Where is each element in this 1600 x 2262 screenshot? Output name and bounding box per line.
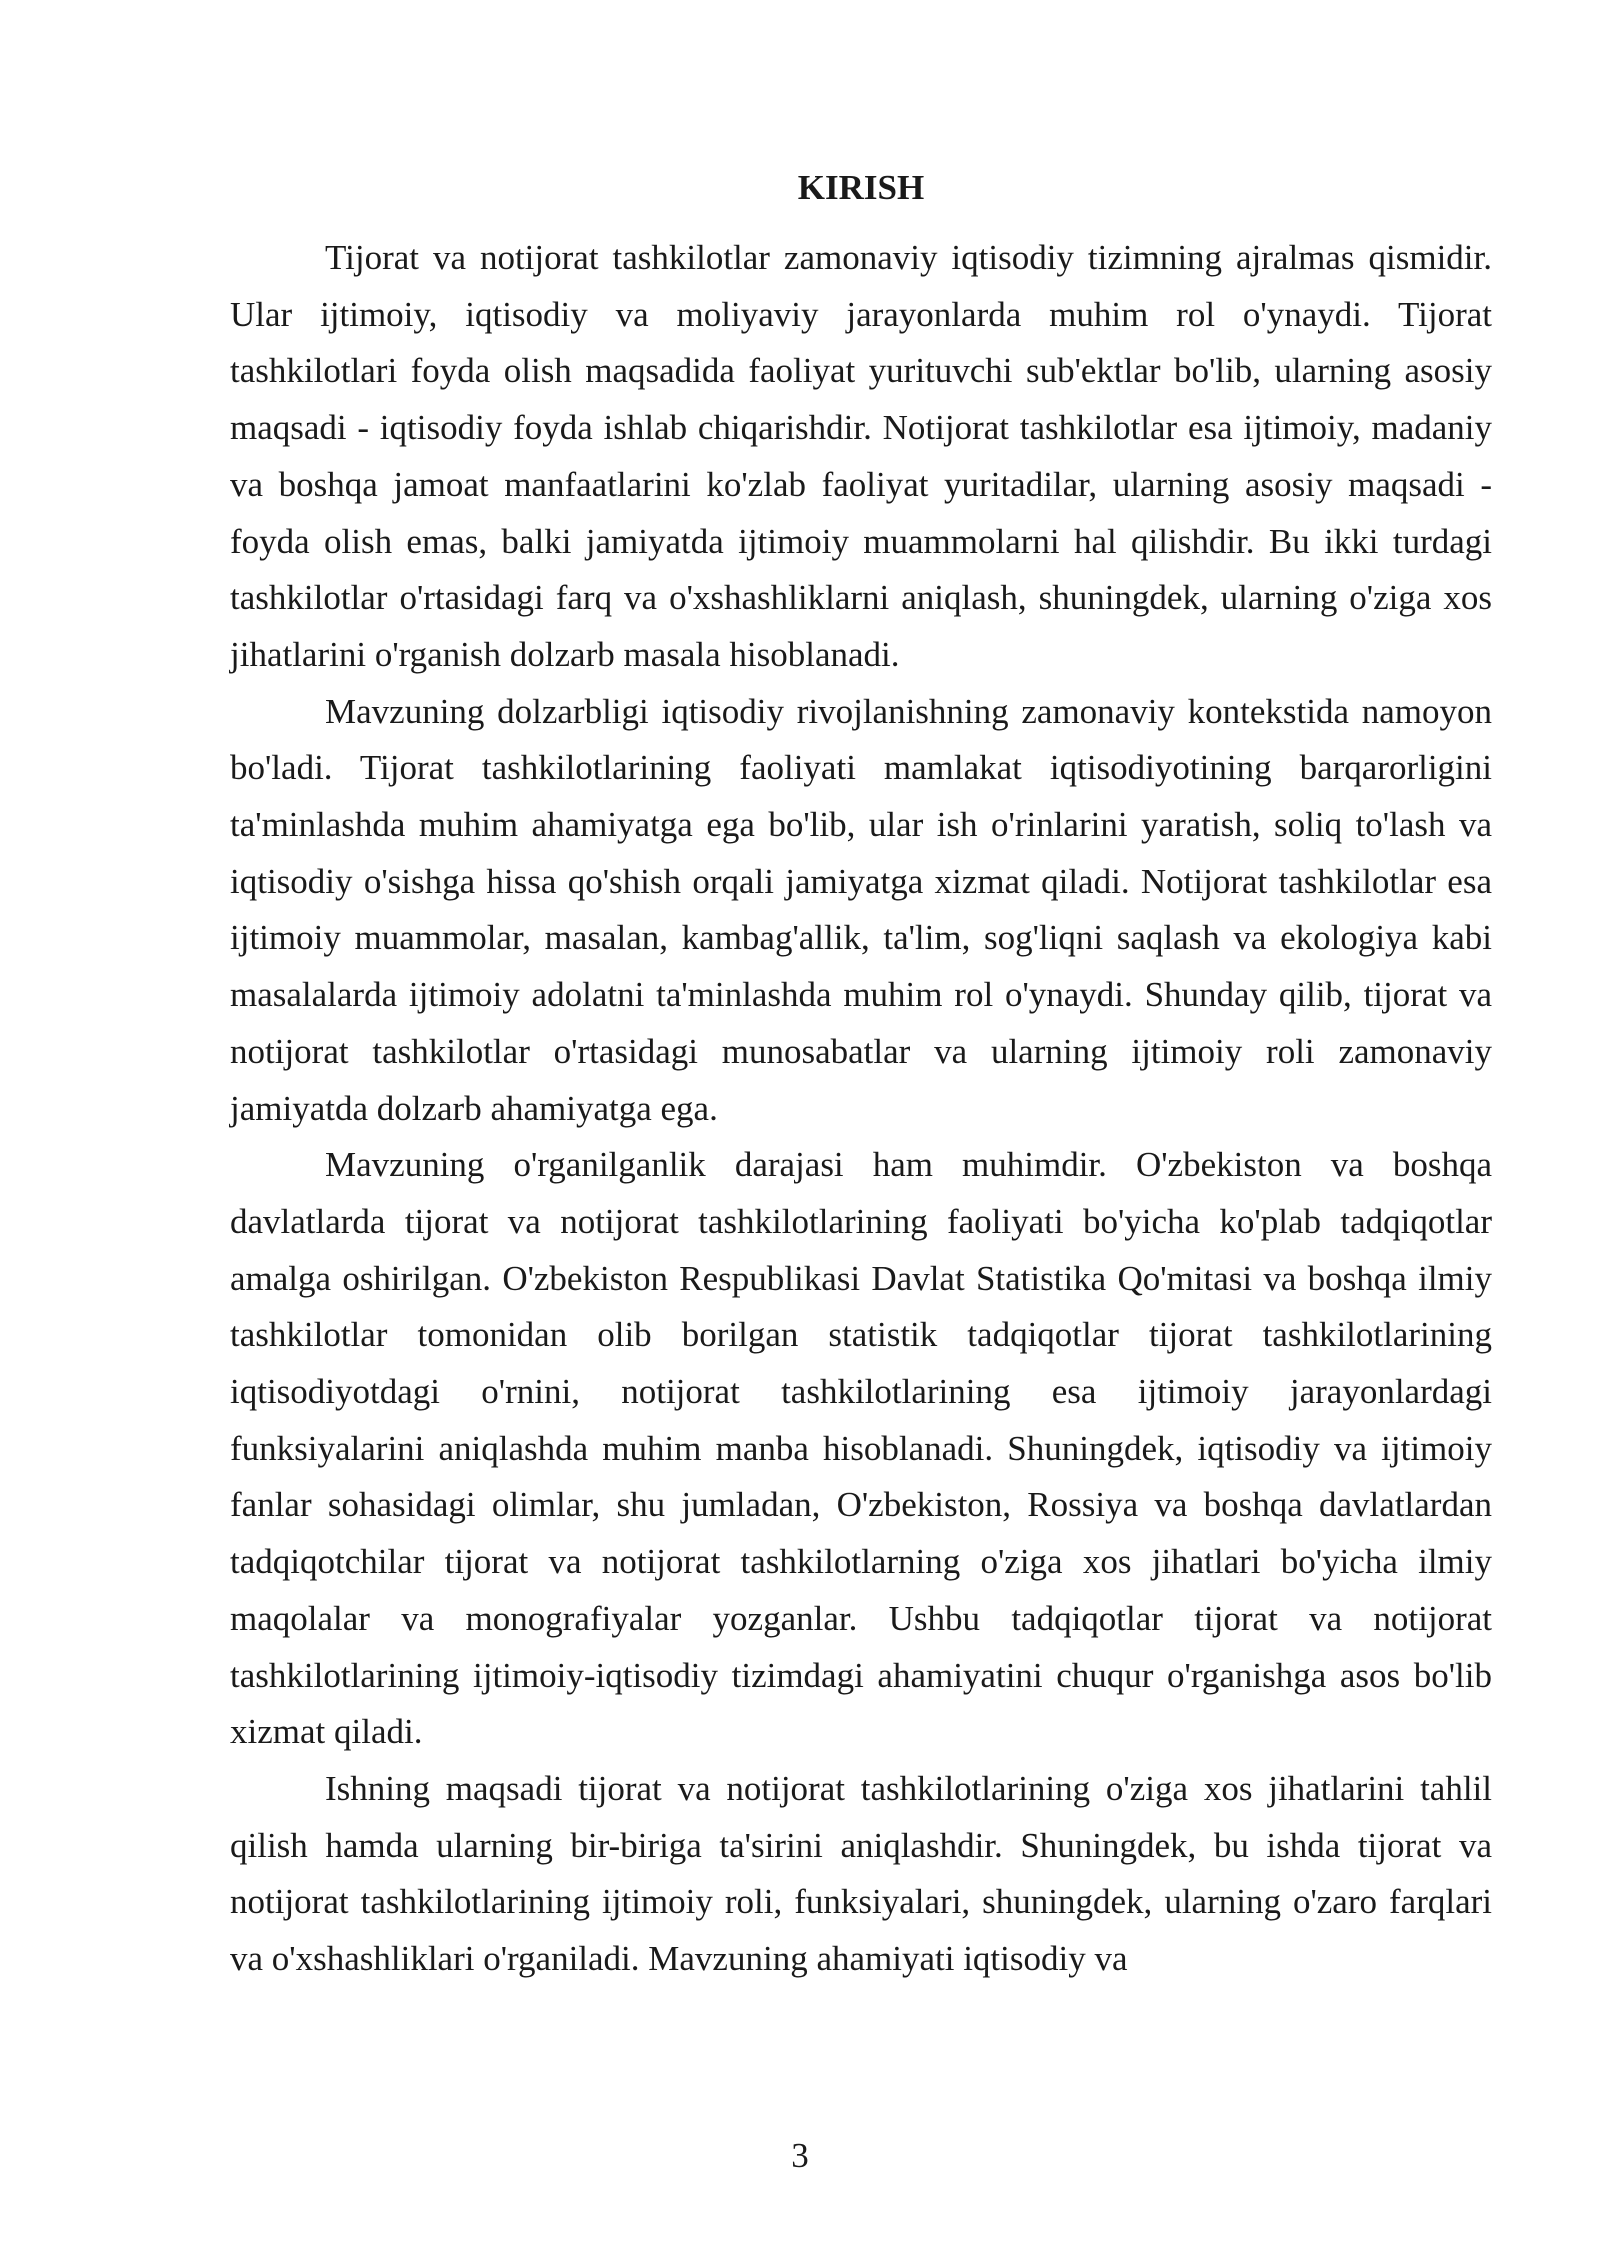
paragraph-relevance: Mavzuning dolzarbligi iqtisodiy rivojlanishning zamonaviy kontekstida namoyon bo'ladi. Tijorat tashkilotlarining faoliyati mamlakat iqtisodiyotining barqarorligini ta'minlashda muhim ahamiyatga ega bo'lib, ular ish o'rinlarini yaratish, soliq to'lash va iqtisodiy o'sishga hissa qo'shish orqali jamiyatga xizmat qiladi. Notijorat tashkilotlar esa ijtimoiy muammolar, masalan, kambag'allik, ta'lim, sog'liqni saqlash va ekologiya kabi masalalarda ijtimoiy adolatni ta'minlashda muhim rol o'ynaydi. Shunday qilib, tijorat va notijorat tashkilotlar o'rtasidagi munosabatlar va ularning ijtimoiy roli zamonaviy jamiyatda dolzarb ahamiyatga ega. [230, 691, 1492, 1128]
paragraph-introduction: Tijorat va notijorat tashkilotlar zamonaviy iqtisodiy tizimning ajralmas qismidir. Ular ijtimoiy, iqtisodiy va moliyaviy jarayonlarda muhim rol o'ynaydi. Tijorat tashkilotlari foyda olish maqsadida faoliyat yurituvchi sub'ektlar bo'lib, ularning asosiy maqsadi - iqtisodiy foyda ishlab chiqarishdir. Notijorat tashkilotlar esa ijtimoiy, madaniy va boshqa jamoat manfaatlarini ko'zlab faoliyat yuritadilar, ularning asosiy maqsadi - foyda olish emas, balki jamiyatda ijtimoiy muammolarni hal qilishdir. Bu ikki turdagi tashkilotlar o'rtasidagi farq va o'xshashliklarni aniqlash, shuningdek, ularning o'ziga xos jihatlarini o'rganish dolzarb masala hisoblanadi. [230, 238, 1492, 674]
section-heading: KIRISH [797, 168, 925, 207]
paragraph-purpose: Ishning maqsadi tijorat va notijorat tashkilotlarining o'ziga xos jihatlarini tahlil qilish hamda ularning bir-biriga ta'sirini aniqlashdir. Shuningdek, bu ishda tijorat va notijorat tashkilotlarining ijtimoiy roli, funksiyalari, shuningdek, ularning o'zaro farqlari va o'xshashliklari o'rganiladi. Mavzuning ahamiyati iqtisodiy va [230, 1768, 1492, 1979]
paragraph-study-level: Mavzuning o'rganilganlik darajasi ham muhimdir. O'zbekiston va boshqa davlatlarda tijorat va notijorat tashkilotlarining faoliyati bo'yicha ko'plab tadqiqotlar amalga oshirilgan. O'zbekiston Respublikasi Davlat Statistika Qo'mitasi va boshqa ilmiy tashkilotlar tomonidan olib borilgan statistik tadqiqotlar tijorat tashkilotlarining iqtisodiyotdagi o'rnini, notijorat tashkilotlarining esa ijtimoiy jarayonlardagi funksiyalarini aniqlashda muhim manba hisoblanadi. Shuningdek, iqtisodiy va ijtimoiy fanlar sohasidagi olimlar, shu jumladan, O'zbekiston, Rossiya va boshqa davlatlardan tadqiqotchilar tijorat va notijorat tashkilotlarning o'ziga xos jihatlari bo'yicha ilmiy maqolalar va monografiyalar yozganlar. Ushbu tadqiqotlar tijorat va notijorat tashkilotlarining ijtimoiy-iqtisodiy tizimdagi ahamiyatini chuqur o'rganishga asos bo'lib xizmat qiladi. [230, 1145, 1492, 1752]
document-page [230, 150, 1492, 1988]
page-number: 3 [791, 2136, 809, 2175]
